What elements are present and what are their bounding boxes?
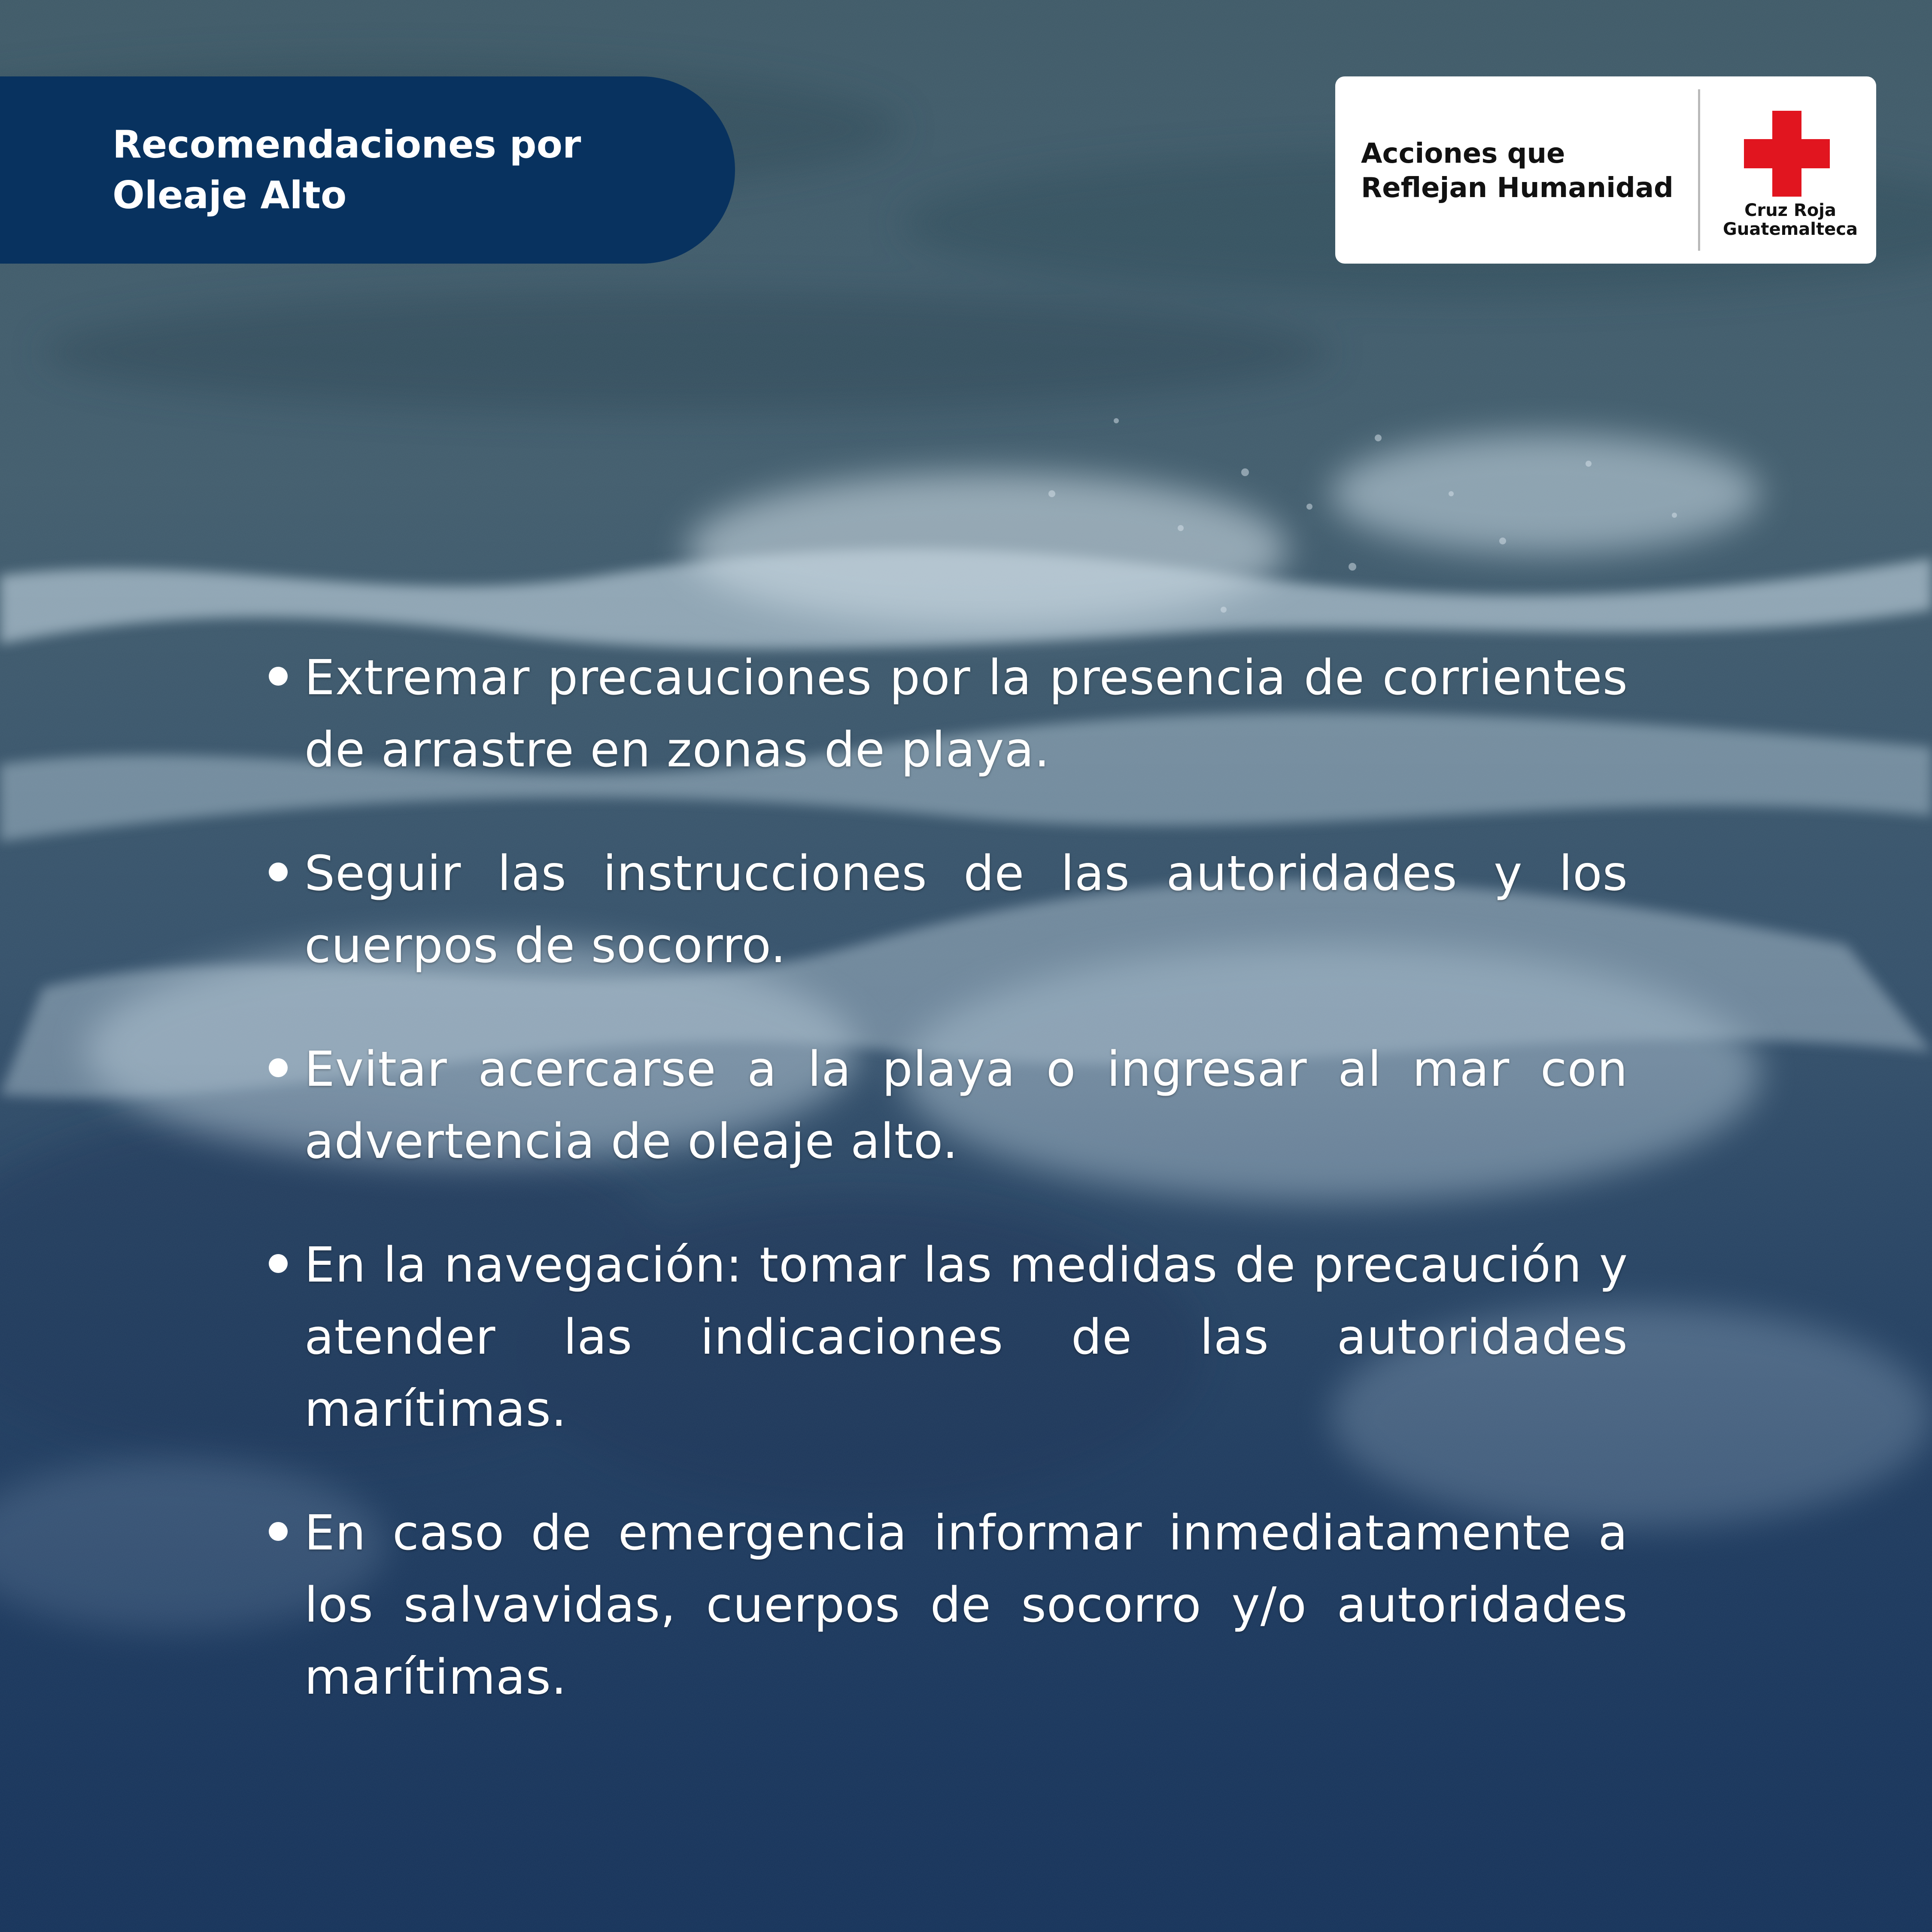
title-line-1: Recomendaciones por [112,119,735,170]
recommendation-text: Seguir las instrucciones de las autoridades y los cuerpos de socorro. [304,838,1628,982]
tagline-line-1: Acciones que [1361,137,1713,171]
org-name-line-2: Guatemalteca [1713,220,1868,239]
tagline-line-2: Reflejan Humanidad [1361,171,1713,205]
recommendation-text: En caso de emergencia informar inmediatamente a los salvavidas, cuerpos de socorro y/o autoridades marítimas. [304,1497,1628,1713]
recommendation-text: Extremar precauciones por la presencia de corrientes de arrastre en zonas de playa. [304,642,1628,786]
title-line-2: Oleaje Alto [112,170,735,221]
recommendation-text: En la navegación: tomar las medidas de precaución y atender las indicaciones de las autoridades marítimas. [304,1229,1628,1446]
org-name-line-1: Cruz Roja [1713,201,1868,220]
recommendation-text: Evitar acercarse a la playa o ingresar al mar con advertencia de oleaje alto. [304,1033,1628,1178]
